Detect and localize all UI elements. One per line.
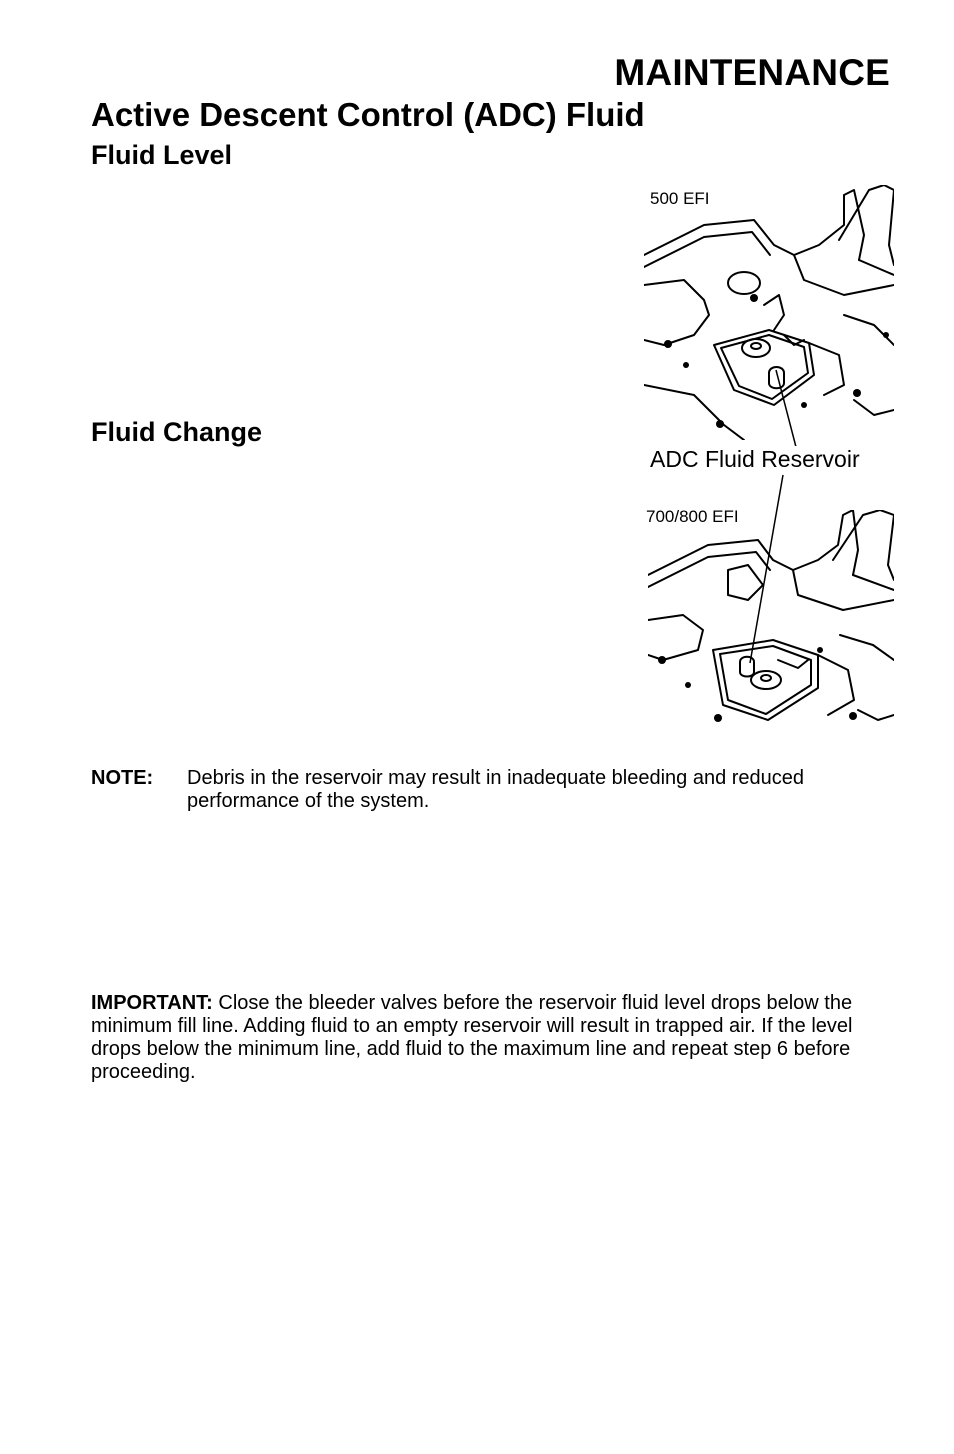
page-title: Active Descent Control (ADC) Fluid — [91, 96, 645, 133]
reservoir-illustration — [640, 185, 894, 730]
efi-500-label: 500 EFI — [650, 189, 710, 208]
note-label: NOTE: — [91, 767, 154, 789]
note-block — [91, 767, 891, 813]
fluid-change-heading: Fluid Change — [91, 417, 262, 447]
fluid-level-heading: Fluid Level — [91, 140, 233, 170]
note-text: Debris in the reservoir may result in inadequate bleeding and reduced performance of the system. — [187, 767, 805, 812]
important-block — [91, 992, 891, 1084]
adc-fluid-reservoir-callout: ADC Fluid Reservoir — [650, 446, 860, 472]
important-text: Close the bleeder valves before the reservoir fluid level drops below the minimum fill line. Adding fluid to an empty reservoir will result in trapped air. If the level drops below the minimum line, add fluid to the maximum line and repeat step 6 before proceeding. — [91, 992, 853, 1083]
important-label: IMPORTANT: — [91, 992, 213, 1014]
section-header: MAINTENANCE — [614, 52, 890, 93]
efi-700-800-label: 700/800 EFI — [646, 507, 739, 526]
